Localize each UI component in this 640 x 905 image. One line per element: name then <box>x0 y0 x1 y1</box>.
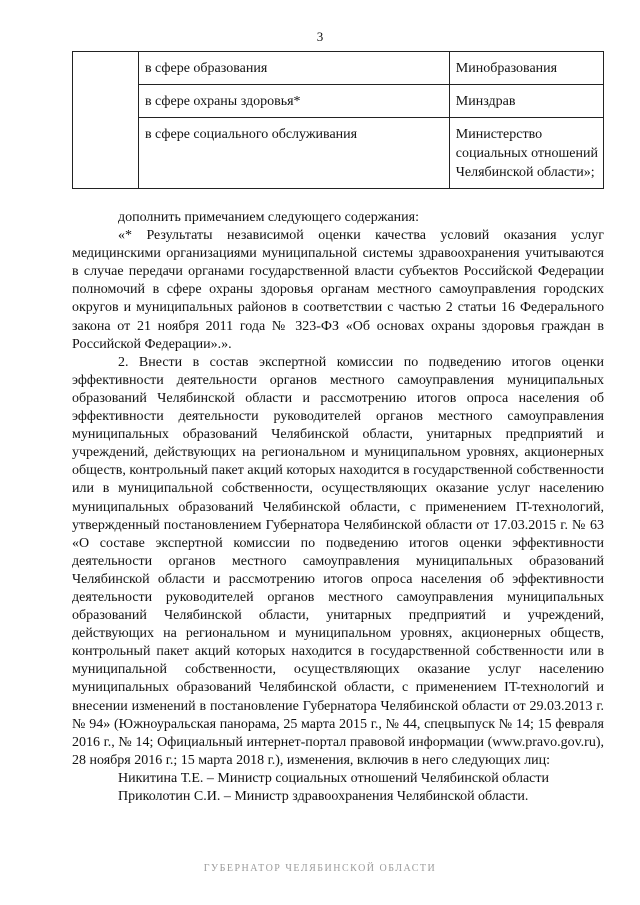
table-cell-blank <box>73 52 139 189</box>
person-entry: Приколотин С.И. – Министр здравоохранения Челябинской области. <box>118 789 529 804</box>
page-number: 3 <box>316 29 324 44</box>
table-cell-area: в сфере социального обслуживания <box>138 118 449 189</box>
table-row <box>73 118 604 189</box>
item-2-paragraph: 2. Внести в состав экспертной комиссии по подведению итогов оценки эффективности деятельности органов местного самоуправления муниципальных образований Челябинской области и рассмотрению итогов опроса населения об эффективности деятельности руководителей органов местного самоуправления муниципальных образований Челябинской области, унитарных предприятий и учреждений, действующих на региональном и муниципальном уровнях, акционерных обществ, контрольный пакет акций которых находится в государственной собственности или в муниципальной собственности, осуществляющих оказание услуг населению муниципальных образований Челябинской области, с применением IT-технологий, утвержденный постановлением Губернатора Челябинской области от 17.03.2015 г. № 63 «О составе экспертной комиссии по подведению итогов оценки эффективности деятельности органов местного самоуправления муниципальных образований Челябинской области и рассмотрению итогов опроса населения об эффективности деятельности руководителей органов местного самоуправления муниципальных образований Челябинской области, унитарных предприятий и учреждений, действующих на региональном и муниципальном уровнях, акционерных обществ, контрольный пакет акций которых находится в государственной собственности или в муниципальной собственности, осуществляющих оказание услуг населению муниципальных образований Челябинской области, с применением IT-технологий и внесении изменений в постановление Губернатора Челябинской области от 29.03.2013 г. № 94» (Южноуральская панорама, 25 марта 2015 г., № 44, спецвыпуск № 14; 15 февраля 2016 г., № 14; Официальный интернет-портал правовой информации (www.pravo.gov.ru), 28 ноября 2016 г.; 15 марта 2018 г.), изменения, включив в него следующих лиц: <box>72 354 604 768</box>
table-cell-agency: Минобразования <box>449 52 603 85</box>
table-cell-agency: Министерство социальных отношений Челябинской области»; <box>449 118 603 189</box>
table-row <box>73 85 604 118</box>
person-entry: Никитина Т.Е. – Министр социальных отношений Челябинской области <box>118 770 549 786</box>
footer-watermark: ГУБЕРНАТОР ЧЕЛЯБИНСКОЙ ОБЛАСТИ <box>203 863 437 874</box>
table-cell-area: в сфере образования <box>138 52 449 85</box>
supplement-intro: дополнить примечанием следующего содержания: <box>118 210 419 225</box>
note-paragraph: «* Результаты независимой оценки качества условий оказания услуг медицинскими организациями муниципальной системы здравоохранения учитываются в случае передачи органами государственной власти субъектов Российской Федерации полномочий в сфере охраны здоровья органам местного самоуправления городских округов и муниципальных районов в соответствии с частью 2 статьи 16 Федерального закона от 21 ноября 2011 года № 323-ФЗ «Об основах охраны здоровья граждан в Российской Федерации».». <box>72 228 604 352</box>
document-body <box>72 209 604 806</box>
table-row <box>73 52 604 85</box>
table-cell-agency: Минздрав <box>449 85 603 118</box>
table-cell-area: в сфере охраны здоровья* <box>138 85 449 118</box>
agency-table <box>72 51 604 189</box>
